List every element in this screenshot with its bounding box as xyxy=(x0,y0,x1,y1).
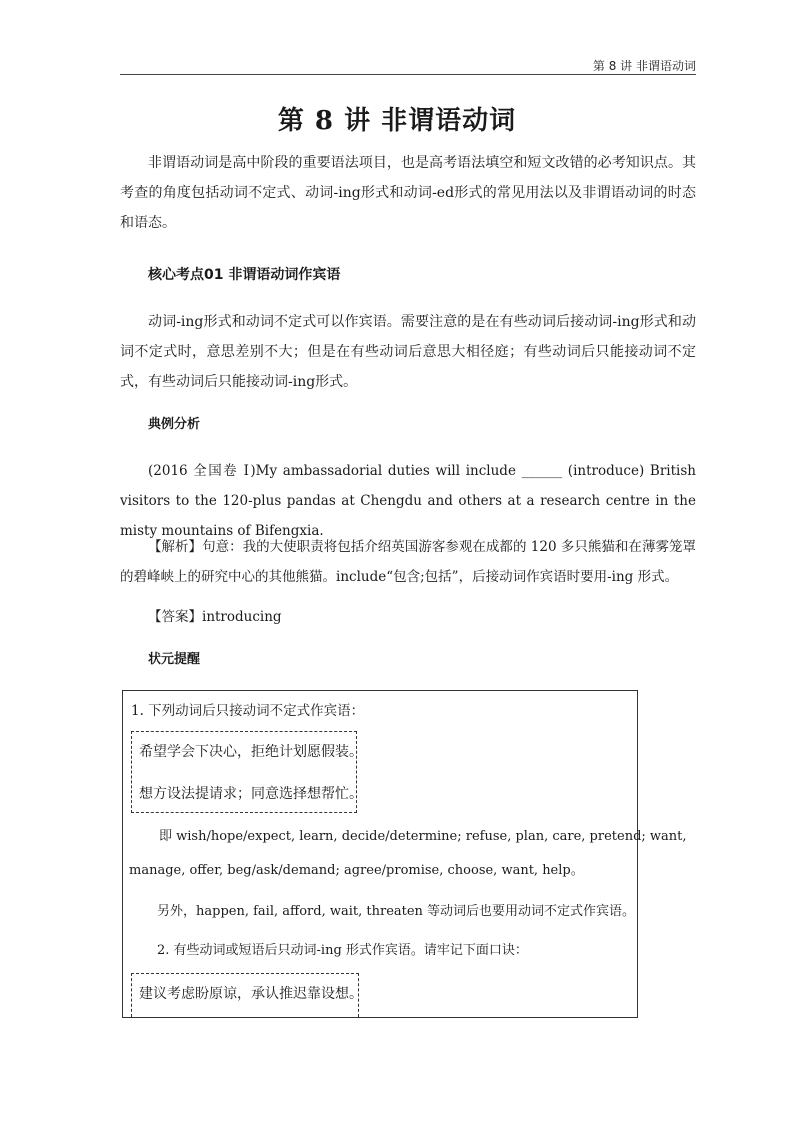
section-body: 动词-ing形式和动词不定式可以作宾语。需要注意的是在有些动词后接动词-ing形式和动词不定式时，意思差别不大；但是在有些动词后意思大相径庭；有些动词后只能接动词不定式，有些动词后只能接动词-ing形式。 xyxy=(120,314,696,390)
mnemonic-box-2 xyxy=(131,973,363,1017)
header-rule xyxy=(120,74,696,75)
example-analysis: 【解析】句意：我的大使职责将包括介绍英国游客参观在成都的 120 多只熊猫和在薄雾笼罩的碧峰峡上的研究中心的其他熊猫。include“包含;包括”，后接动词作宾语时要用-ing 形式。 xyxy=(120,539,696,585)
mnemonic-box-1 xyxy=(131,731,363,813)
explain-line-1: 即 wish/hope/expect, learn, decide/determine; refuse, plan, care, pretend; want, xyxy=(159,829,687,844)
mnemonic-2-line-1: 建议考虑盼原谅，承认推迟靠设想。 xyxy=(139,986,363,1002)
page-header: 第 8 讲 非谓语动词 xyxy=(592,59,696,73)
tips-heading: 状元提醒 xyxy=(148,652,201,667)
intro-paragraph: 非谓语动词是高中阶段的重要语法项目，也是高考语法填空和短文改错的必考知识点。其考查的角度包括动词不定式、动词-ing形式和动词-ed形式的常见用法以及非谓语动词的时态和语态。 xyxy=(120,155,696,231)
explain-line-2: manage, offer, beg/ask/demand; agree/promise, choose, want, help。 xyxy=(129,863,584,878)
mnemonic-1-line-1: 希望学会下决心，拒绝计划愿假装。 xyxy=(139,744,363,760)
example-question: (2016 全国卷 Ⅰ)My ambassadorial duties will include ______ (introduce) British visitors to the 120-plus pandas at Chengdu and others at a research centre in the misty mountains of Bifengxia. xyxy=(120,463,696,539)
tips-item-1: 1. 下列动词后只接动词不定式作宾语： xyxy=(131,703,365,719)
tips-item-2: 2. 有些动词或短语后只动词-ing 形式作宾语。请牢记下面口诀： xyxy=(157,943,528,958)
mnemonic-1-line-2: 想方设法提请求；同意选择想帮忙。 xyxy=(139,786,363,802)
example-answer: 【答案】introducing xyxy=(148,609,282,625)
extra-note: 另外，happen, fail, afford, wait, threaten 等动词后也要用动词不定式作宾语。 xyxy=(157,904,636,919)
section-heading: 核心考点01 非谓语动词作宾语 xyxy=(148,267,341,283)
example-heading: 典例分析 xyxy=(148,417,201,432)
tips-box xyxy=(122,690,687,1018)
page-title: 第 8 讲 非谓语动词 xyxy=(277,106,517,136)
